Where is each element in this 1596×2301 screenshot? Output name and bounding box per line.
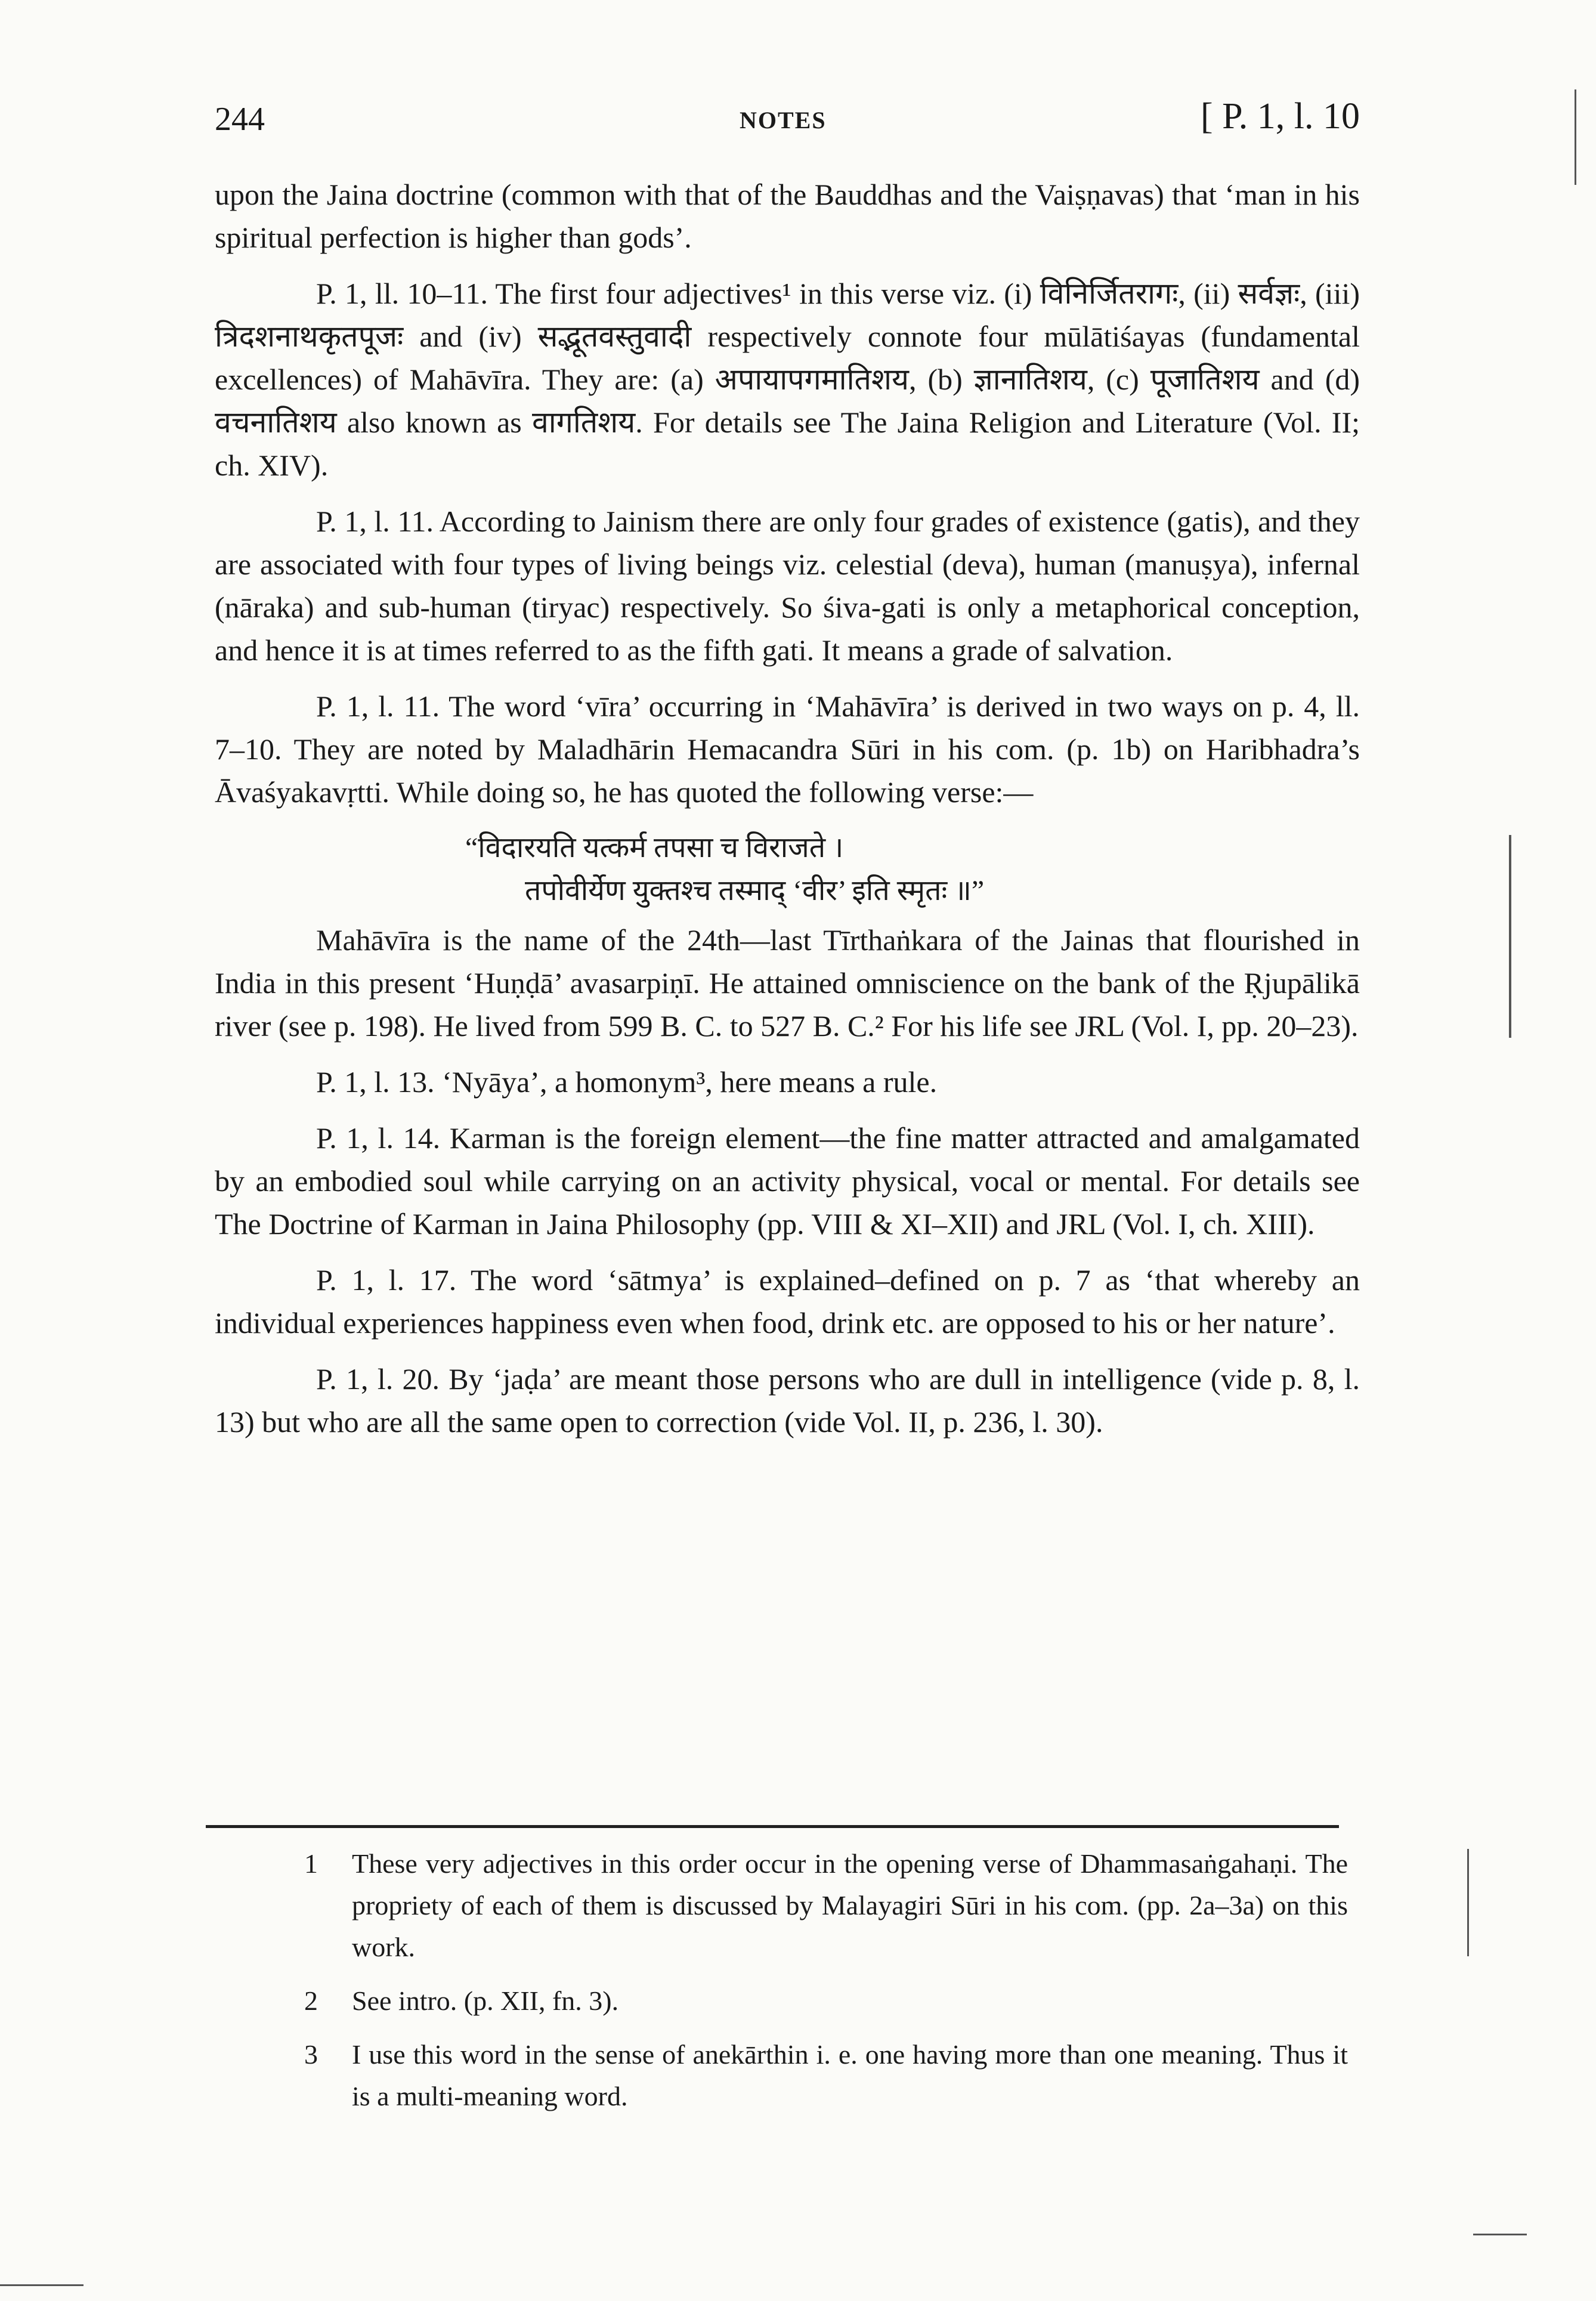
note-karman: P. 1, l. 14. Karman is the foreign element—the fine matter attracted and amalgamated by an embodied soul while carrying on an activity physical, vocal or mental. For details see The Doctrine of Karman in Jaina Philosophy (pp. VIII & XI–XII) and JRL (Vol. I, ch. XIII). [215, 1121, 1360, 1241]
footnote-number: 3 [304, 2039, 318, 2070]
footnote-number: 2 [304, 1985, 318, 2016]
footnotes [286, 1843, 1348, 2129]
scan-edge-mark [0, 2284, 83, 2286]
page-header [215, 95, 1360, 155]
footnote-text: I use this word in the sense of anekārthin i. e. one having more than one meaning. Thus it is a multi-meaning word. [352, 2039, 1348, 2111]
paragraph-continuation: upon the Jaina doctrine (common with that of the Bauddhas and the Vaiṣṇavas) that ‘man in his spiritual perfection is higher than gods’. [215, 178, 1360, 254]
verse-line-2: तपोवीर्येण युक्तश्च तस्माद् ‘वीर’ इति स्मृतः ॥” [525, 875, 985, 907]
footnote-number: 1 [304, 1848, 318, 1879]
section-reference: [ P. 1, l. 10 [1201, 96, 1360, 137]
footnote-divider [206, 1825, 1339, 1828]
footnote [286, 1980, 1348, 2022]
note-satmya: P. 1, l. 17. The word ‘sātmya’ is explained–defined on p. 7 as ‘that whereby an individual experiences happiness even when food, drink etc. are opposed to his or her nature’. [215, 1263, 1360, 1340]
verse-line-1: “विदारयति यत्कर्म तपसा च विराजते । [465, 832, 844, 864]
scan-edge-mark [1509, 835, 1511, 1038]
footnote-text: See intro. (p. XII, fn. 3). [352, 1985, 619, 2016]
scan-edge-mark [1575, 89, 1576, 185]
footnote [286, 1843, 1348, 1968]
note-vira: P. 1, l. 11. The word ‘vīra’ occurring in ‘Mahāvīra’ is derived in two ways on p. 4, ll. 7–10. They are noted by Maladhārin Hemacandra Sūri in his com. (p. 1b) on Haribhadra’s Āvaśyakavṛtti. While doing so, he has quoted the following verse:— [215, 689, 1360, 809]
note-mahavira: Mahāvīra is the name of the 24th—last Tīrthaṅkara of the Jainas that flourished in India in this present ‘Huṇḍā’ avasarpiṇī. He attained omniscience on the bank of the Ṛjupālikā river (see p. 198). He lived from 599 B. C. to 527 B. C.² For his life see JRL (Vol. I, pp. 20–23). [215, 923, 1360, 1043]
note-gatis: P. 1, l. 11. According to Jainism there are only four grades of existence (gatis), and they are associated with four types of living beings viz. celestial (deva), human (manuṣya), infernal (nāraka) and sub-human (tiryac) respectively. So śiva-gati is only a metaphorical conception, and hence it is at times referred to as the fifth gati. It means a grade of salvation. [215, 505, 1360, 667]
note-jada: P. 1, l. 20. By ‘jaḍa’ are meant those persons who are dull in intelligence (vide p. 8, l. 13) but who are all the same open to correction (vide Vol. II, p. 236, l. 30). [215, 1362, 1360, 1439]
footnote [286, 2034, 1348, 2117]
scan-edge-mark [1467, 1849, 1469, 1956]
footnote-text: These very adjectives in this order occur in the opening verse of Dhammasaṅgahaṇi. The propriety of each of them is discussed by Malayagiri Sūri in his com. (pp. 2a–3a) on this work. [352, 1848, 1348, 1962]
running-title: NOTES [740, 107, 827, 134]
page-number: 244 [215, 101, 265, 138]
sanskrit-verse [215, 827, 1360, 913]
main-text [215, 173, 1360, 1456]
scan-edge-mark [1473, 2234, 1527, 2235]
note-nyaya: P. 1, l. 13. ‘Nyāya’, a homonym³, here means a rule. [316, 1065, 938, 1099]
note-adjectives: P. 1, ll. 10–11. The first four adjectives¹ in this verse viz. (i) विनिर्जितरागः, (ii) सर्वज्ञः, (iii) त्रिदशनाथकृतपूजः and (iv) सद्भूतवस्तुवादी respectively connote four mūlātiśayas (fundamental excellences) of Mahāvīra. They are: (a) अपायापगमातिशय, (b) ज्ञानातिशय, (c) पूजातिशय and (d) वचनातिशय also known as वागतिशय. For details see The Jaina Religion and Literature (Vol. II; ch. XIV). [215, 277, 1360, 482]
